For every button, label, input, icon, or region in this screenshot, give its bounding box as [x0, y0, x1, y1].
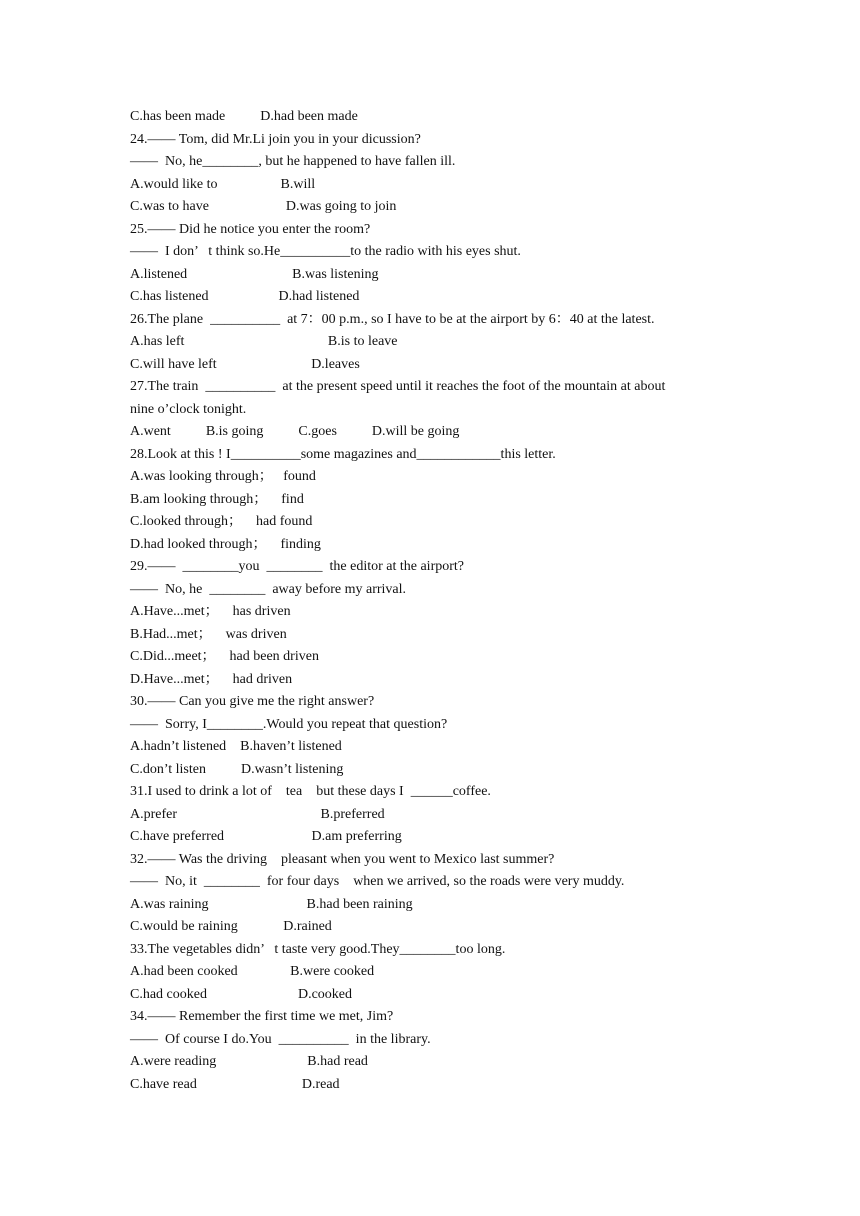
options-line: C.had cooked D.cooked: [130, 986, 353, 1002]
text-line: —— I don’ t think so.He__________to the radio with his eyes shut.: [130, 244, 521, 259]
options-line: C.looked through； had found: [130, 514, 313, 529]
text-line: —— Of course I do.You __________ in the library.: [130, 1031, 431, 1047]
exercise-text: [130, 106, 740, 1096]
question-26: 26.The plane __________ at 7：00 p.m., so I have to be at the airport by 6：40 at the latest.: [130, 311, 655, 327]
question-28: 28.Look at this ! I__________some magazines and____________this letter.: [130, 446, 556, 462]
text-line: nine o’clock tonight.: [130, 401, 247, 417]
options-line: A.listened B.was listening: [130, 266, 379, 282]
question-31: 31.I used to drink a lot of tea but these days I ______coffee.: [130, 784, 491, 799]
options-line: A.were reading B.had read: [130, 1054, 368, 1069]
question-24: 24.—— Tom, did Mr.Li join you in your dicussion?: [130, 131, 421, 147]
question-33: 33.The vegetables didn’ t taste very good.They________too long.: [130, 941, 506, 957]
options-line: A.had been cooked B.were cooked: [130, 964, 375, 979]
options-line: A.prefer B.preferred: [130, 806, 385, 822]
options-line: C.Did...meet； had been driven: [130, 649, 319, 664]
options-line: B.am looking through； find: [130, 491, 304, 507]
options-line: A.went B.is going C.goes D.will be going: [130, 424, 460, 439]
options-line: C.have preferred D.am preferring: [130, 829, 402, 844]
options-line: A.Have...met； has driven: [130, 604, 291, 619]
options-line: C.would be raining D.rained: [130, 919, 332, 934]
question-32: 32.—— Was the driving pleasant when you went to Mexico last summer?: [130, 851, 555, 867]
question-29: 29.—— ________you ________ the editor at the airport?: [130, 559, 464, 574]
text-line: C.has been made D.had been made: [130, 109, 358, 124]
options-line: C.will have left D.leaves: [130, 356, 360, 372]
text-line: —— No, he________, but he happened to have fallen ill.: [130, 154, 456, 169]
options-line: A.has left B.is to leave: [130, 334, 398, 349]
options-line: C.was to have D.was going to join: [130, 199, 397, 214]
question-25: 25.—— Did he notice you enter the room?: [130, 221, 371, 237]
options-line: C.has listened D.had listened: [130, 289, 360, 304]
options-line: C.have read D.read: [130, 1076, 340, 1092]
options-line: B.Had...met； was driven: [130, 626, 287, 642]
question-34: 34.—— Remember the first time we met, Jim?: [130, 1009, 394, 1024]
options-line: A.was raining B.had been raining: [130, 896, 413, 912]
options-line: A.would like to B.will: [130, 176, 316, 192]
text-line: —— No, it ________ for four days when we arrived, so the roads were very muddy.: [130, 874, 625, 889]
text-line: —— No, he ________ away before my arrival.: [130, 581, 407, 597]
options-line: A.was looking through； found: [130, 469, 316, 484]
question-30: 30.—— Can you give me the right answer?: [130, 694, 375, 709]
options-line: D.had looked through； finding: [130, 536, 321, 552]
options-line: D.Have...met； had driven: [130, 671, 293, 687]
options-line: C.don’t listen D.wasn’t listening: [130, 761, 344, 777]
question-27: 27.The train __________ at the present speed until it reaches the foot of the mountain at about: [130, 379, 666, 394]
text-line: —— Sorry, I________.Would you repeat that question?: [130, 716, 448, 732]
options-line: A.hadn’t listened B.haven’t listened: [130, 739, 342, 754]
